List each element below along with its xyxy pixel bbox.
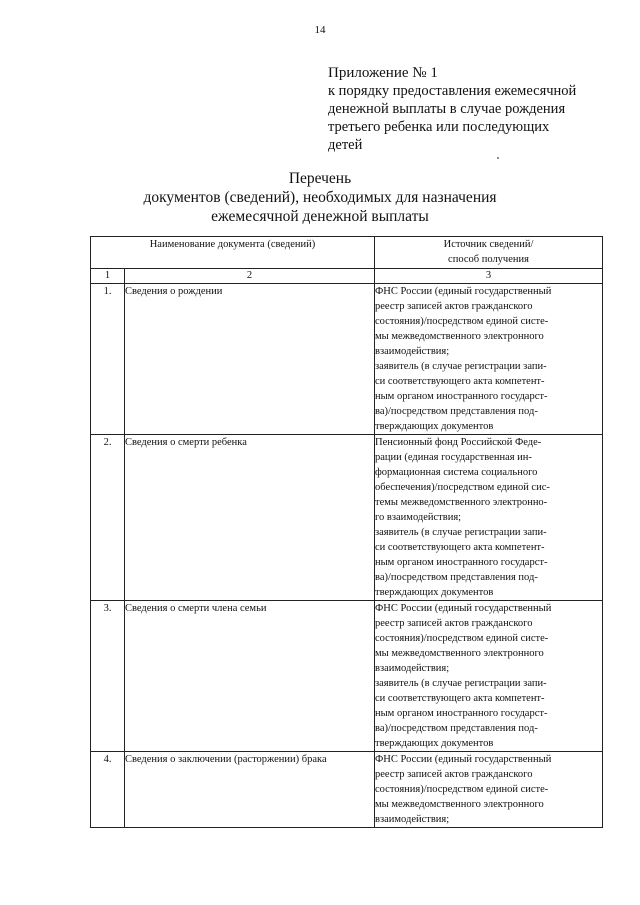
row-document-name: Сведения о смерти члена семьи <box>125 601 375 752</box>
column-number: 3 <box>375 269 603 284</box>
table-row <box>91 284 603 435</box>
table-row <box>91 601 603 752</box>
row-source-line: взаимодействия; <box>375 663 450 674</box>
row-index: 2. <box>91 435 125 601</box>
row-source-line: состояния)/посредством единой систе- <box>375 633 549 644</box>
row-source-line: ным органом иностранного государст- <box>375 391 548 402</box>
appendix-description-line: детей <box>328 137 363 153</box>
row-document-name: Сведения о заключении (расторжении) брака <box>125 752 375 828</box>
row-source-line: тверждающих документов <box>375 421 494 432</box>
column-number: 1 <box>91 269 125 284</box>
row-source-line: ва)/посредством представления под- <box>375 572 538 583</box>
header-source-line: способ получения <box>448 254 529 265</box>
row-source-line: рации (единая государственная ин- <box>375 452 532 463</box>
scan-speck <box>497 157 499 159</box>
table-header-row <box>91 237 603 269</box>
row-index: 1. <box>91 284 125 435</box>
row-source <box>375 752 603 828</box>
row-source-line: ФНС России (единый государственный <box>375 754 552 765</box>
row-document-name: Сведения о смерти ребенка <box>125 435 375 601</box>
header-source <box>375 237 603 269</box>
appendix-title: Приложение № 1 <box>328 65 438 81</box>
row-source-line: си соответствующего акта компетент- <box>375 693 545 704</box>
row-source-line: заявитель (в случае регистрации запи- <box>375 527 547 538</box>
row-source-line: реестр записей актов гражданского <box>375 301 533 312</box>
row-source-line: заявитель (в случае регистрации запи- <box>375 361 547 372</box>
row-source-line: тверждающих документов <box>375 738 494 749</box>
row-source-line: си соответствующего акта компетент- <box>375 376 545 387</box>
document-title-line: документов (сведений), необходимых для назначения <box>143 189 497 206</box>
row-source-line: формационная система социального <box>375 467 538 478</box>
row-source-line: го взаимодействия; <box>375 512 462 523</box>
row-index: 3. <box>91 601 125 752</box>
documents-table <box>90 236 603 828</box>
appendix-description-line: денежной выплаты в случае рождения <box>328 101 566 117</box>
document-title-line: Перечень <box>288 170 352 187</box>
row-source <box>375 601 603 752</box>
header-document-name: Наименование документа (сведений) <box>91 237 375 269</box>
column-number-row <box>91 269 603 284</box>
page-number: 14 <box>314 24 326 36</box>
row-source-line: мы межведомственного электронного <box>375 799 544 810</box>
row-source-line: тверждающих документов <box>375 587 494 598</box>
column-number: 2 <box>125 269 375 284</box>
row-source-line: ным органом иностранного государст- <box>375 557 548 568</box>
row-source-line: темы межведомственного электронно- <box>375 497 548 508</box>
row-source-line: состояния)/посредством единой систе- <box>375 784 549 795</box>
row-source-line: ва)/посредством представления под- <box>375 723 538 734</box>
row-source-line: ным органом иностранного государст- <box>375 708 548 719</box>
row-document-name: Сведения о рождении <box>125 284 375 435</box>
row-index: 4. <box>91 752 125 828</box>
appendix-description-line: к порядку предоставления ежемесячной <box>328 83 577 99</box>
row-source-line: реестр записей актов гражданского <box>375 618 533 629</box>
document-title-line: ежемесячной денежной выплаты <box>211 208 429 225</box>
row-source-line: обеспечения)/посредством единой сис- <box>375 482 550 493</box>
header-source-line: Источник сведений/ <box>443 239 534 250</box>
appendix-description-line: третьего ребенка или последующих <box>328 119 550 135</box>
row-source-line: мы межведомственного электронного <box>375 331 544 342</box>
row-source-line: реестр записей актов гражданского <box>375 769 533 780</box>
table-body <box>91 284 603 828</box>
row-source-line: ва)/посредством представления под- <box>375 406 538 417</box>
row-source-line: си соответствующего акта компетент- <box>375 542 545 553</box>
document-title <box>0 169 640 226</box>
row-source-line: взаимодействия; <box>375 814 450 825</box>
appendix-header <box>328 64 618 154</box>
table-row <box>91 435 603 601</box>
row-source-line: взаимодействия; <box>375 346 450 357</box>
row-source-line: Пенсионный фонд Российской Феде- <box>375 437 542 448</box>
row-source-line: ФНС России (единый государственный <box>375 286 552 297</box>
row-source <box>375 284 603 435</box>
row-source-line: состояния)/посредством единой систе- <box>375 316 549 327</box>
table-row <box>91 752 603 828</box>
row-source-line: ФНС России (единый государственный <box>375 603 552 614</box>
row-source-line: заявитель (в случае регистрации запи- <box>375 678 547 689</box>
row-source <box>375 435 603 601</box>
row-source-line: мы межведомственного электронного <box>375 648 544 659</box>
